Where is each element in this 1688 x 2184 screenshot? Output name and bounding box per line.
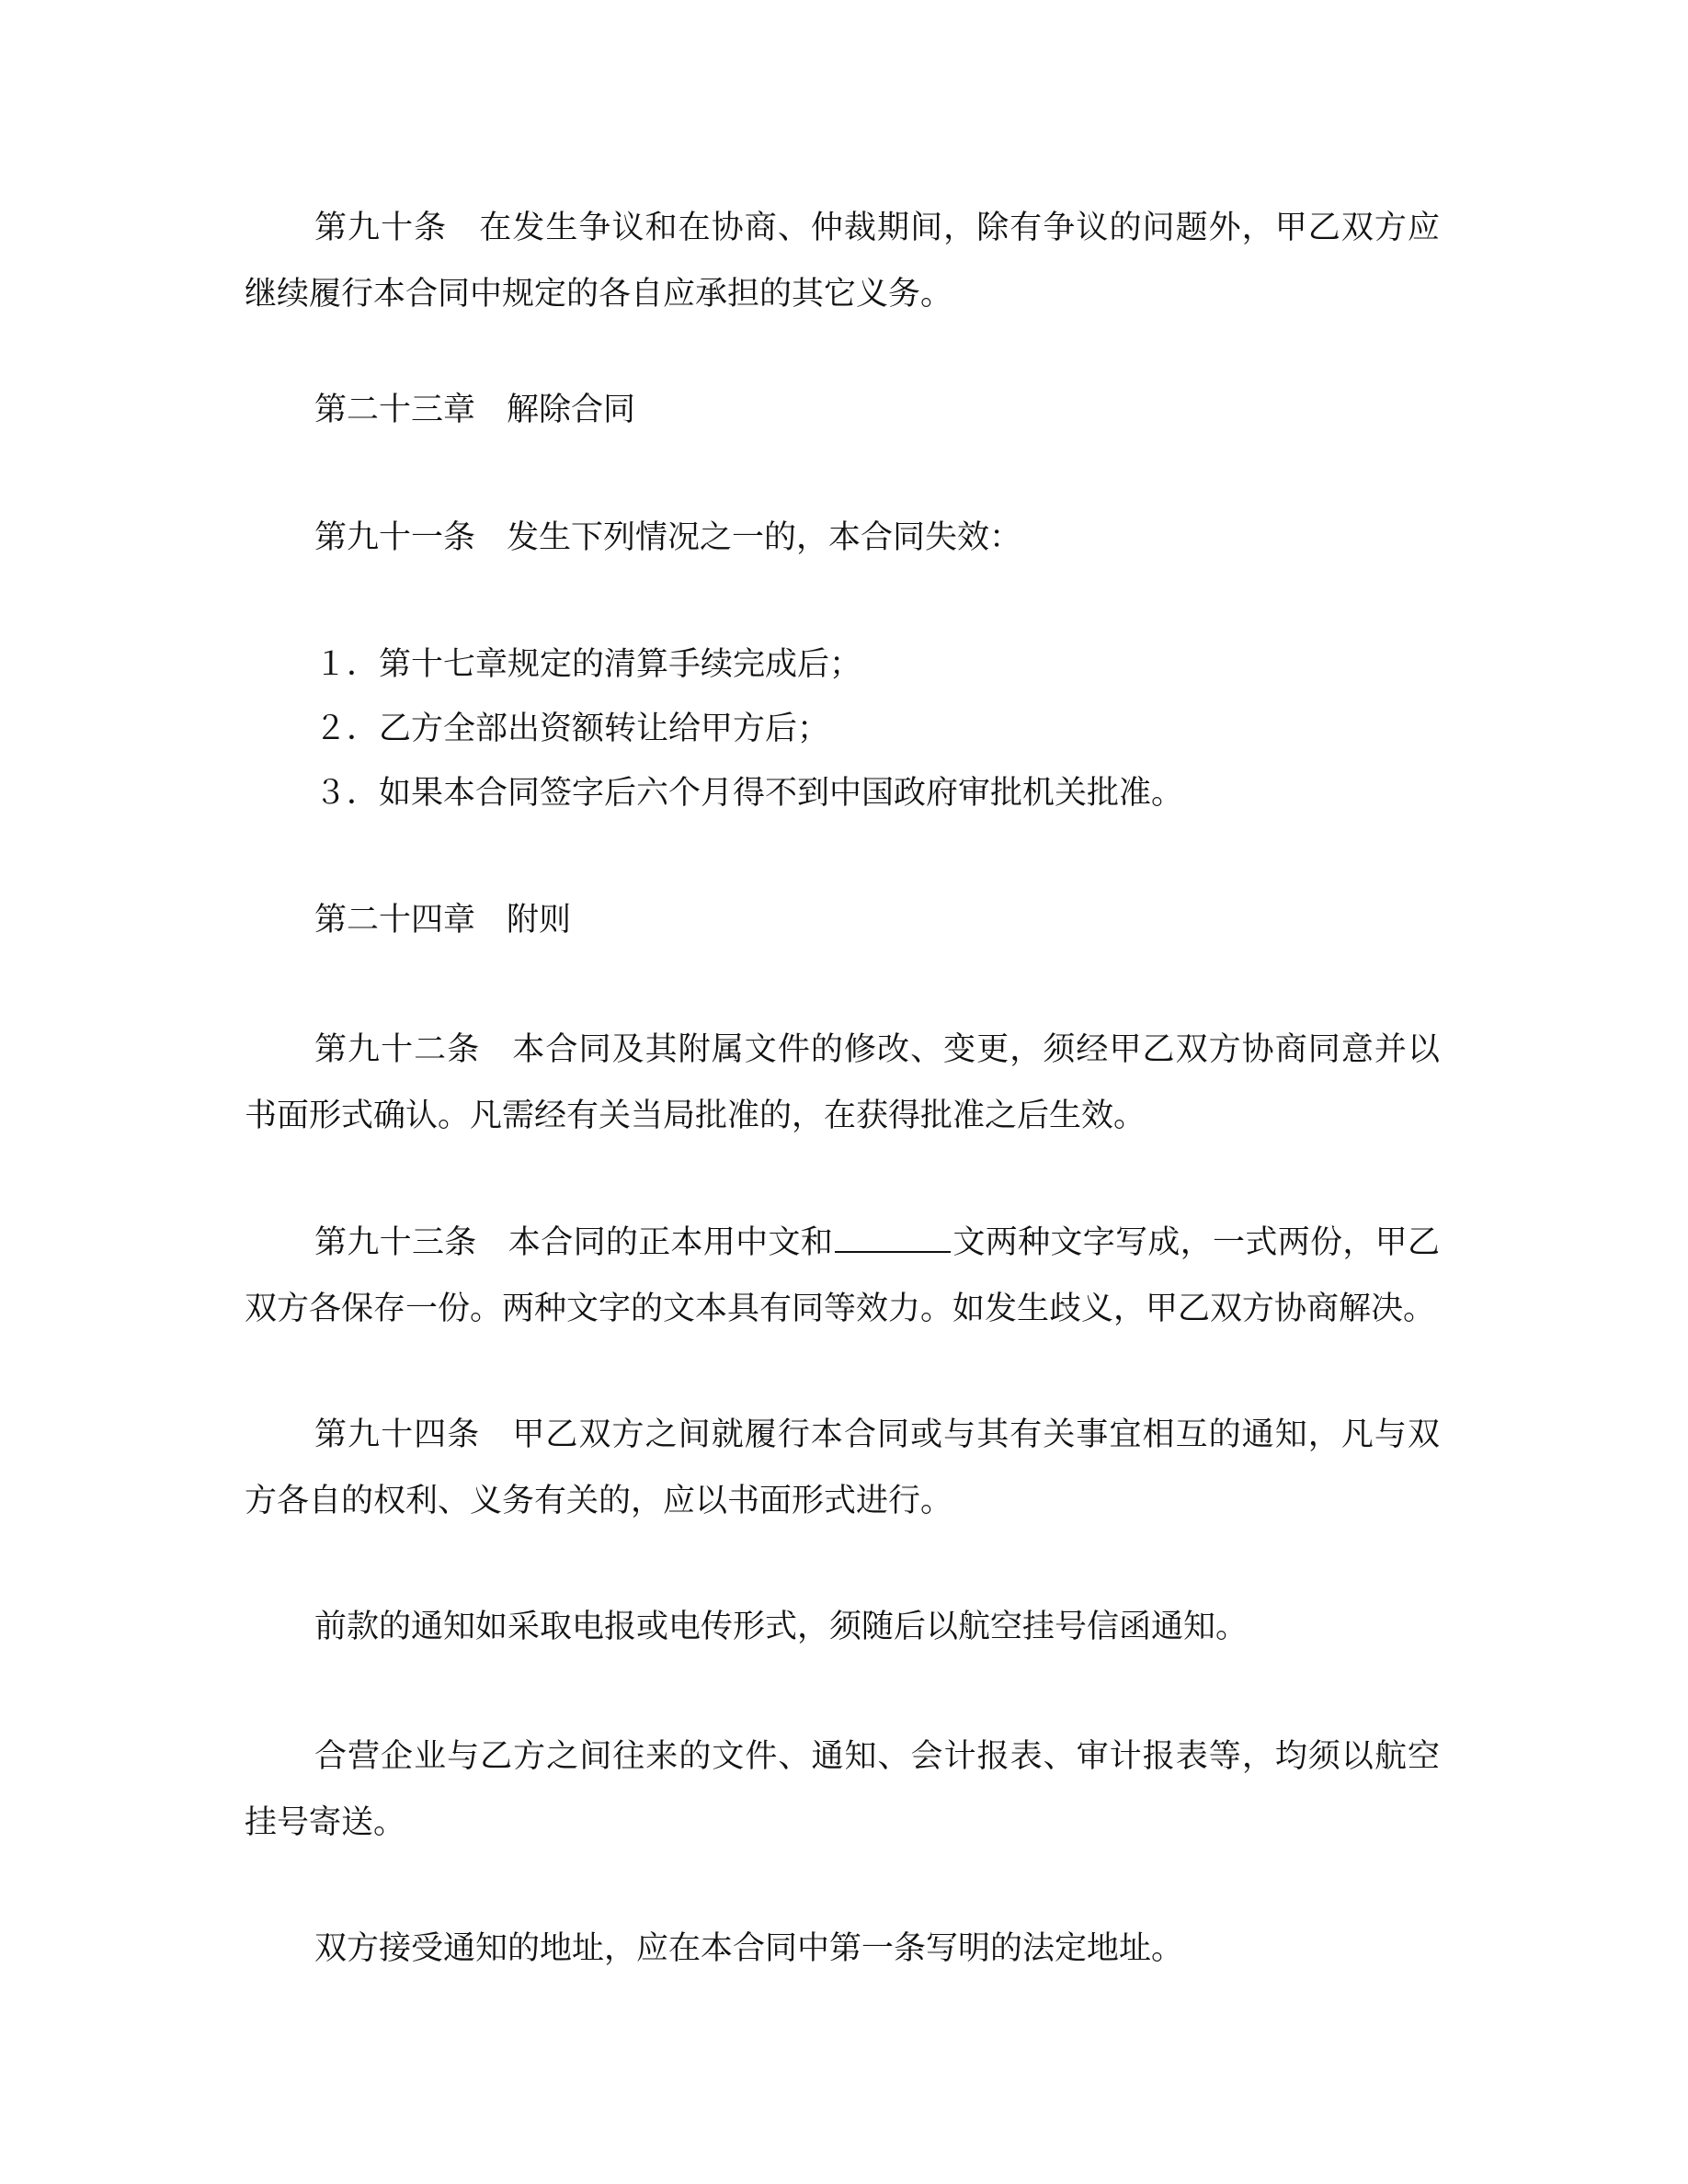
article-text: 在发生争议和在协商、仲裁期间，除有争议的问题外，甲乙双方应继续履行本合同中规定的各自应承担的其它义务。 xyxy=(245,210,1440,313)
article-number: 第九十二条 xyxy=(314,1031,481,1068)
chapter-title: 解除合同 xyxy=(507,392,636,428)
list-item: ３．如果本合同签字后六个月得不到中国政府审批机关批准。 xyxy=(314,775,1184,812)
article-number: 第九十三条 xyxy=(314,1224,477,1261)
chapter-number: 第二十三章 xyxy=(314,392,476,428)
article-92 xyxy=(245,1017,1440,1149)
chapter-24-heading xyxy=(314,899,571,941)
paragraph-telegram: 前款的通知如采取电报或电传形式，须随后以航空挂号信函通知。 xyxy=(314,1609,1249,1645)
article-text-before-blank: 本合同的正本用中文和 xyxy=(508,1224,834,1261)
article-number: 第九十一条 xyxy=(314,519,476,556)
article-91 xyxy=(314,517,1021,559)
list-item: ２．乙方全部出资额转让给甲方后； xyxy=(314,711,830,747)
list-item: １．第十七章规定的清算手续完成后； xyxy=(314,646,862,683)
article-text: 甲乙双方之间就履行本合同或与其有关事宜相互的通知，凡与双方各自的权利、义务有关的，应以书面形式进行。 xyxy=(245,1416,1440,1519)
article-number: 第九十四条 xyxy=(314,1416,481,1453)
article-94 xyxy=(245,1402,1440,1534)
chapter-number: 第二十四章 xyxy=(314,902,476,938)
article-number: 第九十条 xyxy=(314,210,448,246)
chapter-23-heading xyxy=(314,389,635,431)
article-90 xyxy=(245,195,1440,327)
paragraph-address: 双方接受通知的地址，应在本合同中第一条写明的法定地址。 xyxy=(314,1930,1184,1967)
chapter-title: 附则 xyxy=(507,902,572,938)
paragraph-documents: 合营企业与乙方之间往来的文件、通知、会计报表、审计报表等，均须以航空挂号寄送。 xyxy=(245,1738,1440,1841)
article-93 xyxy=(245,1210,1440,1342)
article-text: 发生下列情况之一的，本合同失效： xyxy=(507,519,1022,556)
fill-in-blank xyxy=(835,1222,951,1253)
article-text-after-blank: 文两种文字写成，一式两份，甲乙双方各保存一份。两种文字的文本具有同等效力。如发生歧义，甲乙双方协商解决。 xyxy=(245,1224,1440,1327)
article-text: 本合同及其附属文件的修改、变更，须经甲乙双方协商同意并以书面形式确认。凡需经有关当局批准的，在获得批准之后生效。 xyxy=(245,1031,1440,1134)
